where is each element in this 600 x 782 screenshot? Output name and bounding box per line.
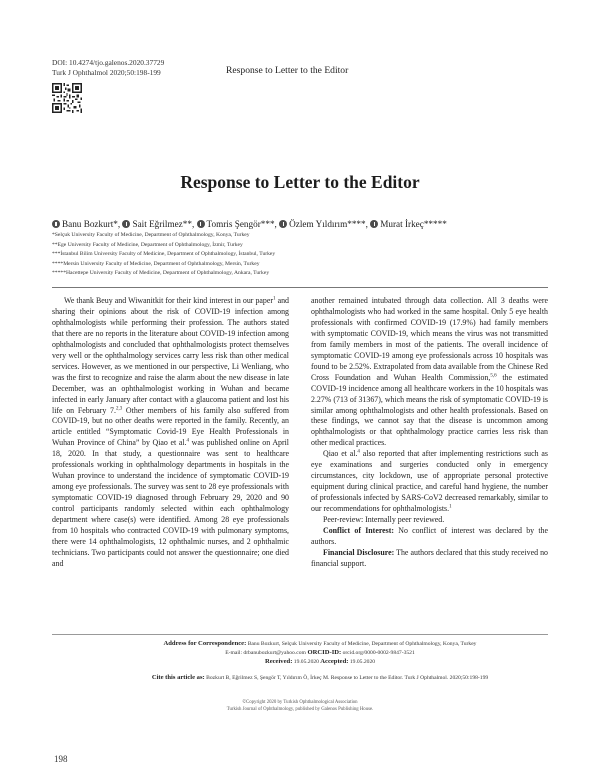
journal-ref: Turk J Ophthalmol 2020;50:198-199: [52, 68, 161, 77]
body-column-left: [52, 296, 289, 570]
author-3: Tomris Şengör***,: [197, 219, 280, 229]
author-4: Özlem Yıldırım****,: [279, 219, 370, 229]
running-title: Response to Letter to the Editor: [226, 65, 349, 76]
body-paragraph: We thank Beuy and Wiwanitkit for their kind interest in our paper$^1$ and sharing their opinions about the risk of COVID-19 infection among ophthalmologists while performing their profession. The authors stated that there are no reports in the literature about COVID-19 infection among ophthalmologists and concluded that ophthalmologists protect themselves very well or the ophthalmology services carry less risk than other medical services. However, as we mentioned in our perspective, Li Wenliang, who was the first to recognize and raise the alarm about the new disease in late December, was an ophthalmologist working in Wuhan and became infected in early January after contact with a glaucoma patient and lost his life on February 7.$^{2,3}$ Other members of his family also suffered from COVID-19, but no other deaths were reported in the family. Recently, an article entitled “Symptomatic Covid-19 Eye Health Professionals in Wuhan Province of China” by Qiao et al.$^4$ was published online on April 18, 2020. In that study, a questionnaire was sent to healthcare professionals working in ophthalmology departments in hospitals in the Wuhan province to understand the incidence of symptomatic COVID-19 among eye professionals. The survey was sent to 28 eye professionals with symptomatic COVID-19 diagnosed through February 29, 2020 and 90 control participants randomly selected within each ophthalmology department where case(s) were identified. Among 28 eye professionals from 10 hospitals who contracted COVID-19 with pulmonary symptoms, there were 14 ophthalmologists, 12 ophthalmic nurses, and 2 ophthalmic technicians. Two participants could not answer the questionnaire; one died and: [52, 296, 290, 568]
body-paragraph: another remained intubated through data collection. All 3 deaths were ophthalmologists who had worked in the same hospital. Only 5 eye health professionals with confirmed COVID-19 (17.9%) had family members with symptomatic COVID-19, which means the virus was not transmitted from family members in most of the patients. The overall incidence of symptomatic COVID-19 among eye professionals across 10 hospitals was found to be 2.52%. Extrapolated from data available from the Chinese Red Cross Foundation and Wuhan Health Commission,$^{5,6}$ the estimated COVID-19 incidence among all healthcare workers in the 10 hospitals was 2.27% (713 of 31367), which means the risk of symptomatic COVID-19 is similar among ophthalmologists and other health professionals. Based on these findings, we cannot say that the disease is uncommon among ophthalmologists or that ophthalmology practice carries less risk than other medical practices.: [311, 296, 548, 448]
email-link[interactable]: E-mail: drbanubozkurt@yahoo.com: [225, 649, 306, 656]
header-meta: [52, 58, 164, 78]
peer-review-statement: Peer-review: Internally peer reviewed.: [323, 515, 445, 525]
orcid-icon[interactable]: [52, 220, 60, 228]
affiliation-2: **Ege University Faculty of Medicine, Department of Ophthalmology, İzmir, Turkey: [52, 241, 243, 248]
author-list: [52, 219, 447, 229]
financial-statement: Financial Disclosure: The authors declared that this study received no financial support.: [311, 547, 549, 568]
affiliation-4: ****Mersin University Faculty of Medicine, Department of Ophthalmology, Mersin, Turkey: [52, 260, 260, 267]
article-title: Response to Letter to the Editor: [180, 172, 420, 192]
affiliation-1: *Selçuk University Faculty of Medicine, Department of Ophthalmology, Konya, Turkey: [52, 232, 250, 238]
dates: Received: 19.05.2020 Accepted: 19.05.2020: [264, 657, 376, 665]
footer-divider: [52, 634, 548, 635]
correspondence-address: Address for Correspondence: Banu Bozkurt, Selçuk University Faculty of Medicine, Department of Ophthalmology, Konya, Turkey: [163, 640, 477, 647]
orcid-icon[interactable]: [370, 220, 378, 228]
correspondence-contact: E-mail: drbanubozkurt@yahoo.com ORCID-ID: orcid.org/0000-0002-9847-3521: [225, 648, 415, 656]
copyright: ©Copyright 2020 by Turkish Ophthalmological Association Turkish Journal of Ophthalmology, published by Galenos Publishing House.: [226, 700, 374, 712]
orcid-link[interactable]: orcid.org/0000-0002-9847-3521: [341, 649, 415, 656]
author-5: Murat İrkeç*****: [370, 219, 447, 229]
citation: Cite this article as: Bozkurt B, Eğrilmez S, Şengör T, Yıldırım Ö, İrkeç M. Response to Letter to the Editor. Turk J Ophthalmol. 2020;50:198-199: [151, 674, 489, 681]
orcid-icon[interactable]: [279, 220, 287, 228]
author-2: Sait Eğrilmez**,: [122, 219, 196, 229]
page-number: 198: [54, 754, 68, 764]
affiliation-5: *****Hacettepe University Faculty of Medicine, Department of Ophthalmology, Ankara, Turkey: [52, 270, 270, 277]
conflict-statement: Conflict of Interest: No conflict of interest was declared by the authors.: [311, 526, 548, 546]
qr-code-icon: [52, 83, 82, 113]
body-paragraph: Qiao et al.$^4$ also reported that after implementing restrictions such as eye examinations and surgeries conducted only in emergency circumstances, city lockdown, use of appropriate personal protective equipment during clinical practice, and careful hand hygiene, the number of professionals infected by SARS-CoV2 decreased remarkably, similar to our recommendations for ophthalmologists.$^1$: [311, 449, 548, 514]
orcid-icon[interactable]: [122, 220, 130, 228]
author-1: Banu Bozkurt*,: [52, 219, 122, 229]
header-divider: [52, 287, 548, 288]
doi-text: DOI: 10.4274/tjo.galenos.2020.37729: [52, 58, 165, 67]
correspondence-block: [100, 640, 540, 666]
orcid-icon[interactable]: [197, 220, 205, 228]
body-column-right: [311, 296, 548, 570]
affiliations: [52, 231, 275, 279]
affiliation-3: ***İstanbul Bilim University Faculty of Medicine, Department of Ophthalmology, İstanbul, Turkey: [52, 251, 276, 258]
